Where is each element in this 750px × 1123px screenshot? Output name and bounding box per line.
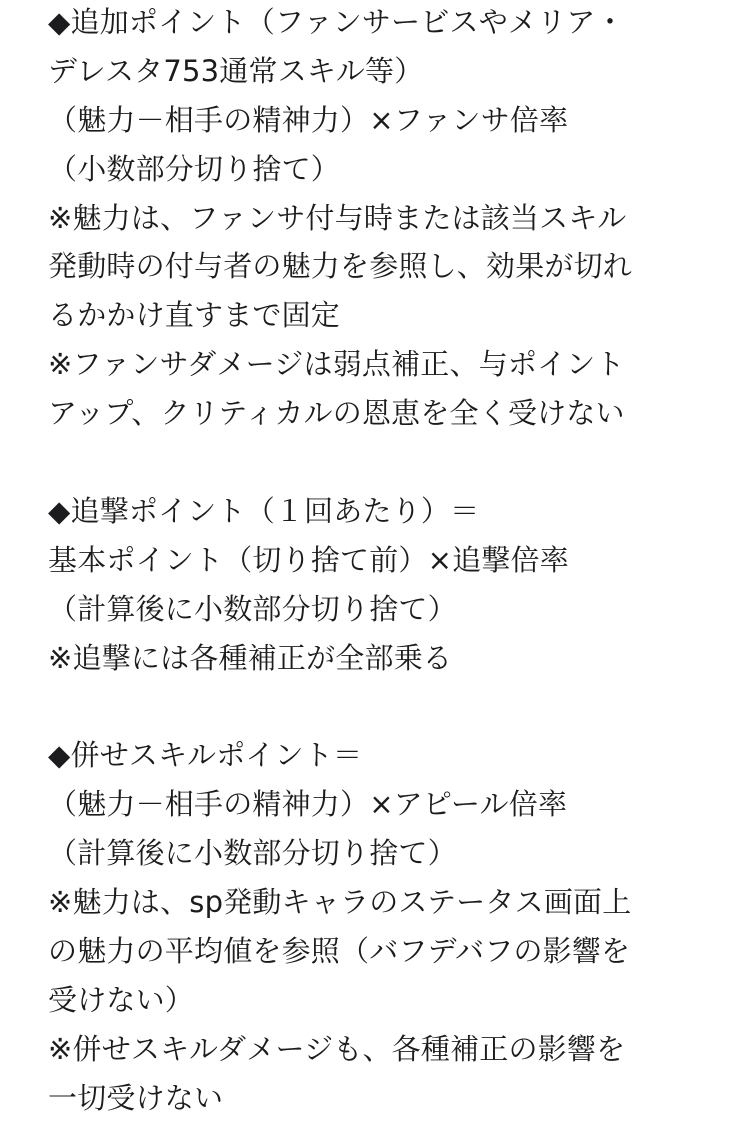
note-line: ※魅力は、sp発動キャラのステータス画面上 xyxy=(48,885,632,920)
section-heading: ◆併せスキルポイント＝ xyxy=(48,738,363,773)
note-line: 一切受けない xyxy=(48,1080,224,1115)
note-line: の魅力の平均値を参照（バフデバフの影響を xyxy=(48,933,631,968)
note-line: 受けない） xyxy=(48,982,195,1017)
note-line: ※追撃には各種補正が全部乗る xyxy=(48,640,453,675)
text-line: デレスタ753通常スキル等） xyxy=(48,53,424,88)
formula-line: 基本ポイント（切り捨て前）×追撃倍率 xyxy=(48,542,569,577)
section-additional-points xyxy=(48,0,738,438)
note-line: 発動時の付与者の魅力を参照し、効果が切れ xyxy=(48,249,633,284)
section-heading: ◆追撃ポイント（１回あたり）＝ xyxy=(48,493,480,528)
note-line: アップ、クリティカルの恩恵を全く受けない xyxy=(48,396,625,431)
note-line: るかかけ直すまで固定 xyxy=(48,298,341,333)
formula-line: （魅力－相手の精神力）×アピール倍率 xyxy=(48,787,568,822)
section-spacer xyxy=(48,438,738,487)
document-body xyxy=(48,0,738,1122)
note-line: ※併せスキルダメージも、各種補正の影響を xyxy=(48,1031,626,1066)
section-spacer xyxy=(48,682,738,731)
formula-line: （魅力－相手の精神力）×ファンサ倍率 xyxy=(48,102,569,137)
section-combined-skill-points xyxy=(48,731,738,1122)
formula-note-line: （小数部分切り捨て） xyxy=(48,151,341,186)
formula-note-line: （計算後に小数部分切り捨て） xyxy=(48,836,457,871)
note-line: ※ファンサダメージは弱点補正、与ポイント xyxy=(48,347,625,382)
section-follow-up-points xyxy=(48,487,738,683)
formula-note-line: （計算後に小数部分切り捨て） xyxy=(48,591,457,626)
section-heading: ◆追加ポイント（ファンサービスやメリア・ xyxy=(48,5,625,39)
note-line: ※魅力は、ファンサ付与時または該当スキル xyxy=(48,200,627,235)
